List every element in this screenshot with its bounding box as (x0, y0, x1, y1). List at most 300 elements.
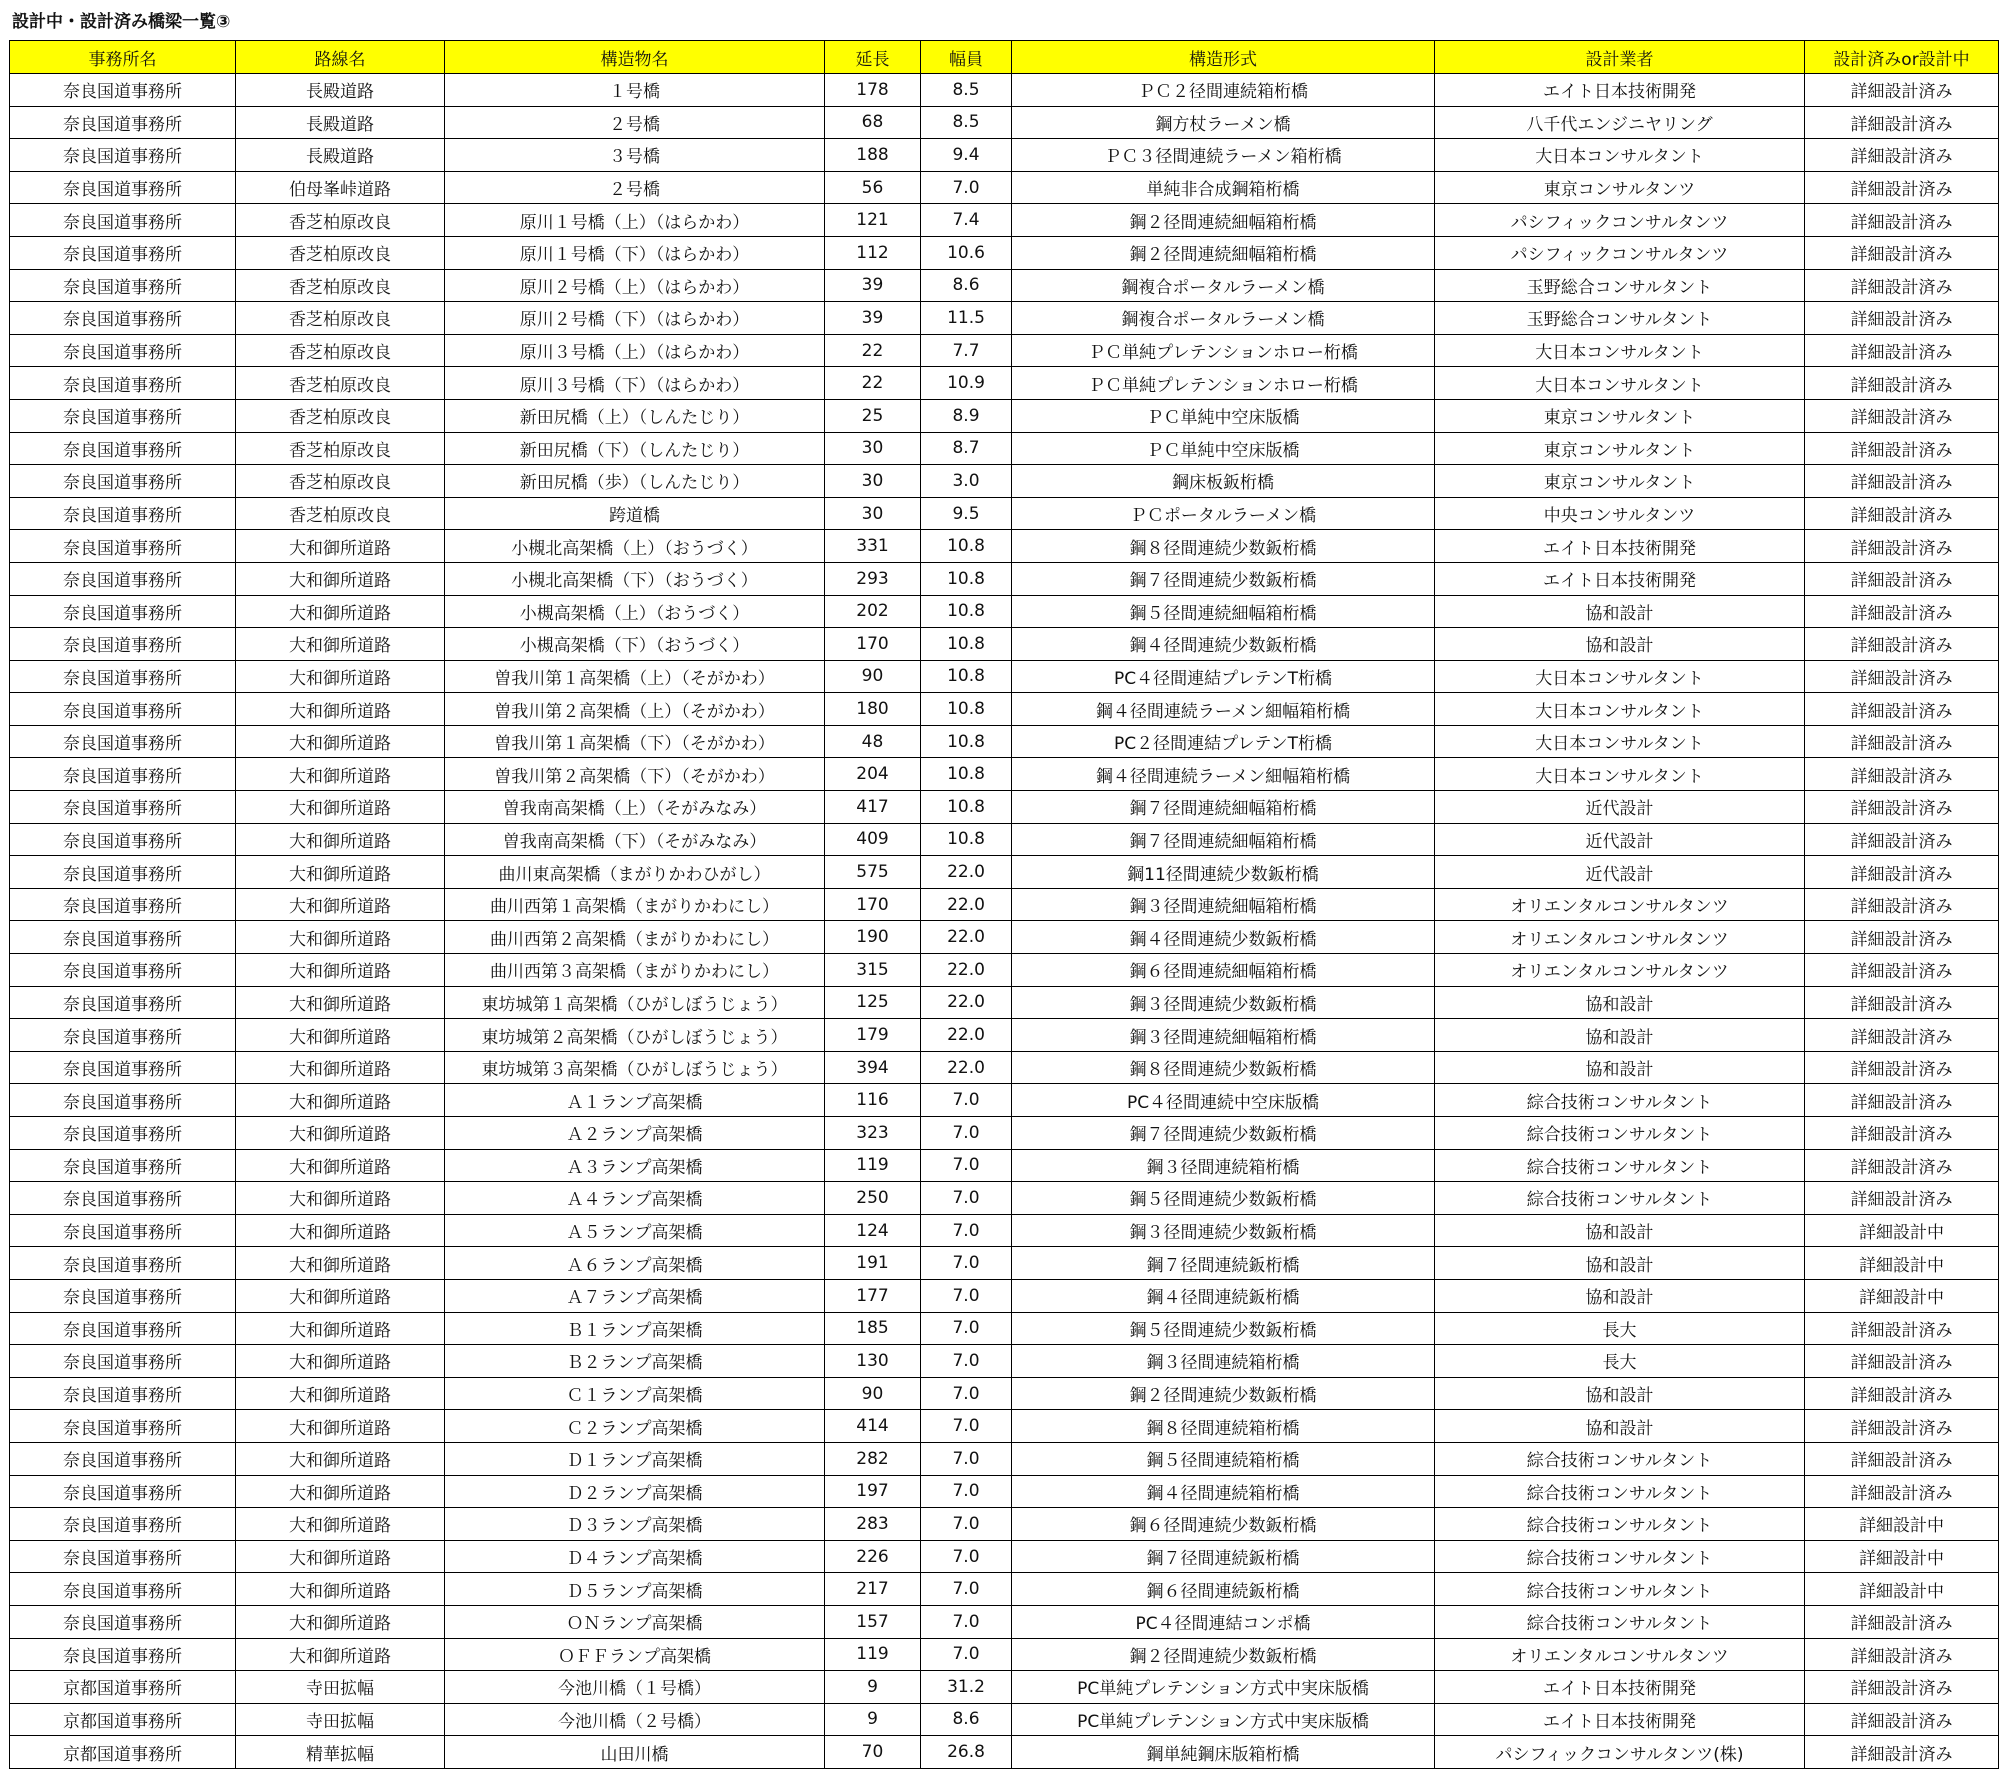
cell-length: 191 (825, 1247, 921, 1280)
cell-route: 伯母峯峠道路 (236, 171, 445, 204)
cell-structure-type: 鋼床板鈑桁橋 (1012, 465, 1435, 498)
page-title: 設計中・設計済み橋梁一覧③ (12, 12, 231, 32)
cell-design-status: 詳細設計中 (1805, 1573, 1999, 1606)
cell-route: 寺田拡幅 (236, 1703, 445, 1736)
cell-length: 9 (825, 1671, 921, 1704)
cell-designer: 近代設計 (1435, 791, 1805, 824)
cell-length: 179 (825, 1019, 921, 1052)
cell-designer: エイト日本技術開発 (1435, 530, 1805, 563)
cell-design-status: 詳細設計済み (1805, 432, 1999, 465)
cell-structure-name: ２号橋 (445, 106, 825, 139)
cell-structure-type: ＰＣ単純プレテンションホロー桁橋 (1012, 367, 1435, 400)
cell-route: 香芝柏原改良 (236, 204, 445, 237)
cell-structure-type: PC４径間連結コンポ橋 (1012, 1605, 1435, 1638)
cell-structure-type: 鋼８径間連続箱桁橋 (1012, 1410, 1435, 1443)
cell-office: 奈良国道事務所 (10, 1149, 236, 1182)
cell-designer: パシフィックコンサルタンツ (1435, 236, 1805, 269)
cell-office: 京都国道事務所 (10, 1736, 236, 1769)
cell-length: 177 (825, 1279, 921, 1312)
cell-structure-name: 今池川橋（２号橋） (445, 1703, 825, 1736)
cell-design-status: 詳細設計済み (1805, 1019, 1999, 1052)
cell-structure-type: 鋼５径間連続少数鈑桁橋 (1012, 1182, 1435, 1215)
cell-structure-type: 単純非合成鋼箱桁橋 (1012, 171, 1435, 204)
cell-width: 22.0 (921, 888, 1012, 921)
cell-designer: エイト日本技術開発 (1435, 1671, 1805, 1704)
cell-office: 奈良国道事務所 (10, 432, 236, 465)
cell-design-status: 詳細設計済み (1805, 660, 1999, 693)
cell-designer: 協和設計 (1435, 1410, 1805, 1443)
cell-structure-name: 曲川西第１高架橋（まがりかわにし） (445, 888, 825, 921)
cell-office: 奈良国道事務所 (10, 530, 236, 563)
cell-structure-name: 新田尻橋（下）（しんたじり） (445, 432, 825, 465)
table-body (10, 74, 1999, 1769)
cell-width: 7.0 (921, 1149, 1012, 1182)
cell-route: 大和御所道路 (236, 1051, 445, 1084)
cell-route: 大和御所道路 (236, 791, 445, 824)
column-header-structure-name: 構造物名 (445, 41, 825, 74)
table-row (10, 1540, 1999, 1573)
cell-office: 奈良国道事務所 (10, 758, 236, 791)
cell-route: 大和御所道路 (236, 1345, 445, 1378)
cell-office: 奈良国道事務所 (10, 1019, 236, 1052)
table-row (10, 1508, 1999, 1541)
cell-office: 奈良国道事務所 (10, 823, 236, 856)
cell-width: 7.0 (921, 1540, 1012, 1573)
cell-design-status: 詳細設計済み (1805, 628, 1999, 661)
cell-structure-type: 鋼４径間連続箱桁橋 (1012, 1475, 1435, 1508)
table-header (10, 41, 1999, 74)
cell-office: 奈良国道事務所 (10, 888, 236, 921)
cell-structure-name: Ｄ４ランプ高架橋 (445, 1540, 825, 1573)
cell-design-status: 詳細設計済み (1805, 465, 1999, 498)
table-row (10, 1345, 1999, 1378)
cell-width: 8.5 (921, 74, 1012, 107)
cell-design-status: 詳細設計済み (1805, 302, 1999, 335)
cell-route: 大和御所道路 (236, 1508, 445, 1541)
table-row (10, 334, 1999, 367)
cell-route: 大和御所道路 (236, 1638, 445, 1671)
cell-office: 奈良国道事務所 (10, 1051, 236, 1084)
cell-structure-name: 曽我南高架橋（下）（そがみなみ） (445, 823, 825, 856)
cell-office: 奈良国道事務所 (10, 1475, 236, 1508)
cell-design-status: 詳細設計済み (1805, 1736, 1999, 1769)
cell-structure-name: ＯＮランプ高架橋 (445, 1605, 825, 1638)
cell-width: 7.0 (921, 1573, 1012, 1606)
cell-length: 180 (825, 693, 921, 726)
table-row (10, 1214, 1999, 1247)
table-row (10, 465, 1999, 498)
cell-structure-name: Ｄ２ランプ高架橋 (445, 1475, 825, 1508)
cell-structure-type: ＰＣ単純中空床版橋 (1012, 432, 1435, 465)
cell-office: 奈良国道事務所 (10, 399, 236, 432)
cell-structure-type: 鋼４径間連続鈑桁橋 (1012, 1279, 1435, 1312)
cell-length: 125 (825, 986, 921, 1019)
cell-length: 30 (825, 465, 921, 498)
cell-structure-type: ＰＣ３径間連続ラーメン箱桁橋 (1012, 139, 1435, 172)
cell-designer: 長大 (1435, 1312, 1805, 1345)
cell-route: 大和御所道路 (236, 1247, 445, 1280)
cell-office: 奈良国道事務所 (10, 1084, 236, 1117)
cell-length: 116 (825, 1084, 921, 1117)
cell-design-status: 詳細設計済み (1805, 1638, 1999, 1671)
cell-length: 119 (825, 1149, 921, 1182)
cell-route: 香芝柏原改良 (236, 497, 445, 530)
cell-designer: オリエンタルコンサルタンツ (1435, 921, 1805, 954)
cell-route: 大和御所道路 (236, 1312, 445, 1345)
column-header-designer: 設計業者 (1435, 41, 1805, 74)
table-row (10, 236, 1999, 269)
cell-design-status: 詳細設計済み (1805, 725, 1999, 758)
table-row (10, 1736, 1999, 1769)
table-row (10, 1605, 1999, 1638)
cell-width: 31.2 (921, 1671, 1012, 1704)
cell-design-status: 詳細設計中 (1805, 1540, 1999, 1573)
cell-structure-name: 小槻高架橋（上）（おうづく） (445, 595, 825, 628)
cell-design-status: 詳細設計済み (1805, 204, 1999, 237)
cell-width: 8.6 (921, 269, 1012, 302)
cell-designer: エイト日本技術開発 (1435, 74, 1805, 107)
cell-office: 奈良国道事務所 (10, 465, 236, 498)
cell-route: 大和御所道路 (236, 856, 445, 889)
cell-structure-type: 鋼３径間連続少数鈑桁橋 (1012, 1214, 1435, 1247)
cell-designer: 協和設計 (1435, 595, 1805, 628)
table-row (10, 1703, 1999, 1736)
cell-design-status: 詳細設計済み (1805, 1051, 1999, 1084)
cell-length: 90 (825, 1377, 921, 1410)
cell-route: 精華拡幅 (236, 1736, 445, 1769)
cell-office: 京都国道事務所 (10, 1671, 236, 1704)
cell-width: 7.0 (921, 171, 1012, 204)
cell-designer: 綜合技術コンサルタント (1435, 1475, 1805, 1508)
cell-office: 奈良国道事務所 (10, 1410, 236, 1443)
cell-design-status: 詳細設計済み (1805, 367, 1999, 400)
cell-width: 7.0 (921, 1312, 1012, 1345)
cell-design-status: 詳細設計済み (1805, 1377, 1999, 1410)
table-row (10, 921, 1999, 954)
cell-route: 大和御所道路 (236, 1084, 445, 1117)
cell-length: 178 (825, 74, 921, 107)
table-row (10, 1312, 1999, 1345)
cell-design-status: 詳細設計済み (1805, 856, 1999, 889)
cell-length: 39 (825, 302, 921, 335)
cell-width: 7.0 (921, 1508, 1012, 1541)
table-row (10, 1573, 1999, 1606)
column-header-width: 幅員 (921, 41, 1012, 74)
cell-structure-type: 鋼２径間連続少数鈑桁橋 (1012, 1638, 1435, 1671)
cell-structure-type: 鋼４径間連続ラーメン細幅箱桁橋 (1012, 758, 1435, 791)
cell-structure-type: 鋼６径間連続少数鈑桁橋 (1012, 1508, 1435, 1541)
cell-width: 22.0 (921, 856, 1012, 889)
cell-width: 7.7 (921, 334, 1012, 367)
cell-designer: 綜合技術コンサルタント (1435, 1084, 1805, 1117)
cell-designer: 大日本コンサルタント (1435, 367, 1805, 400)
cell-structure-type: 鋼方杖ラーメン橋 (1012, 106, 1435, 139)
cell-designer: 東京コンサルタンツ (1435, 171, 1805, 204)
cell-width: 8.5 (921, 106, 1012, 139)
cell-route: 大和御所道路 (236, 986, 445, 1019)
cell-design-status: 詳細設計済み (1805, 1703, 1999, 1736)
cell-structure-name: 東坊城第２高架橋（ひがしぼうじょう） (445, 1019, 825, 1052)
table-row (10, 399, 1999, 432)
cell-length: 217 (825, 1573, 921, 1606)
table-row (10, 725, 1999, 758)
table-row (10, 530, 1999, 563)
cell-width: 7.0 (921, 1410, 1012, 1443)
cell-structure-name: Ｄ１ランプ高架橋 (445, 1442, 825, 1475)
cell-length: 121 (825, 204, 921, 237)
cell-route: 大和御所道路 (236, 758, 445, 791)
cell-structure-name: ＯＦＦランプ高架橋 (445, 1638, 825, 1671)
cell-designer: 綜合技術コンサルタント (1435, 1540, 1805, 1573)
table-row (10, 171, 1999, 204)
cell-design-status: 詳細設計済み (1805, 1410, 1999, 1443)
cell-structure-name: Ｃ１ランプ高架橋 (445, 1377, 825, 1410)
table-row (10, 954, 1999, 987)
cell-route: 大和御所道路 (236, 1182, 445, 1215)
table-row (10, 74, 1999, 107)
cell-structure-type: PC単純プレテンション方式中実床版橋 (1012, 1703, 1435, 1736)
cell-designer: 綜合技術コンサルタント (1435, 1508, 1805, 1541)
cell-office: 奈良国道事務所 (10, 1638, 236, 1671)
table-row (10, 1377, 1999, 1410)
cell-structure-name: 小槻北高架橋（上）（おうづく） (445, 530, 825, 563)
cell-length: 202 (825, 595, 921, 628)
cell-route: 大和御所道路 (236, 1475, 445, 1508)
cell-width: 8.7 (921, 432, 1012, 465)
table-row (10, 139, 1999, 172)
cell-width: 11.5 (921, 302, 1012, 335)
cell-structure-type: PC２径間連結プレテンT桁橋 (1012, 725, 1435, 758)
cell-structure-name: 原川３号橋（上）（はらかわ） (445, 334, 825, 367)
cell-design-status: 詳細設計済み (1805, 693, 1999, 726)
table-row (10, 888, 1999, 921)
cell-designer: 近代設計 (1435, 856, 1805, 889)
cell-design-status: 詳細設計済み (1805, 1671, 1999, 1704)
table-row (10, 823, 1999, 856)
cell-design-status: 詳細設計済み (1805, 497, 1999, 530)
cell-route: 大和御所道路 (236, 693, 445, 726)
cell-route: 香芝柏原改良 (236, 432, 445, 465)
cell-structure-name: 曲川西第２高架橋（まがりかわにし） (445, 921, 825, 954)
cell-designer: 協和設計 (1435, 1279, 1805, 1312)
cell-structure-type: 鋼複合ポータルラーメン橋 (1012, 269, 1435, 302)
cell-width: 22.0 (921, 1051, 1012, 1084)
cell-structure-name: 新田尻橋（歩）（しんたじり） (445, 465, 825, 498)
cell-design-status: 詳細設計済み (1805, 1149, 1999, 1182)
cell-length: 315 (825, 954, 921, 987)
table-row (10, 1051, 1999, 1084)
table-row (10, 1410, 1999, 1443)
cell-office: 奈良国道事務所 (10, 791, 236, 824)
cell-width: 10.8 (921, 693, 1012, 726)
cell-structure-type: 鋼６径間連続細幅箱桁橋 (1012, 954, 1435, 987)
cell-office: 奈良国道事務所 (10, 1214, 236, 1247)
bridge-list-table (9, 40, 1999, 1769)
cell-route: 大和御所道路 (236, 1605, 445, 1638)
cell-length: 25 (825, 399, 921, 432)
cell-length: 394 (825, 1051, 921, 1084)
cell-route: 大和御所道路 (236, 562, 445, 595)
cell-designer: パシフィックコンサルタンツ(株) (1435, 1736, 1805, 1769)
cell-structure-name: Ｂ１ランプ高架橋 (445, 1312, 825, 1345)
table-row (10, 1084, 1999, 1117)
cell-route: 香芝柏原改良 (236, 334, 445, 367)
cell-width: 10.6 (921, 236, 1012, 269)
cell-office: 奈良国道事務所 (10, 1117, 236, 1150)
cell-length: 409 (825, 823, 921, 856)
cell-width: 8.6 (921, 1703, 1012, 1736)
cell-structure-type: 鋼２径間連続細幅箱桁橋 (1012, 236, 1435, 269)
cell-designer: オリエンタルコンサルタンツ (1435, 954, 1805, 987)
cell-width: 7.0 (921, 1638, 1012, 1671)
cell-office: 奈良国道事務所 (10, 139, 236, 172)
cell-structure-name: 原川１号橋（下）（はらかわ） (445, 236, 825, 269)
table-row (10, 758, 1999, 791)
cell-office: 奈良国道事務所 (10, 1312, 236, 1345)
cell-office: 奈良国道事務所 (10, 106, 236, 139)
cell-route: 長殿道路 (236, 106, 445, 139)
cell-office: 奈良国道事務所 (10, 497, 236, 530)
table-row (10, 693, 1999, 726)
cell-office: 奈良国道事務所 (10, 1573, 236, 1606)
cell-structure-name: 曽我川第１高架橋（下）（そがかわ） (445, 725, 825, 758)
cell-office: 奈良国道事務所 (10, 1279, 236, 1312)
cell-structure-name: 曽我南高架橋（上）（そがみなみ） (445, 791, 825, 824)
column-header-office: 事務所名 (10, 41, 236, 74)
column-header-design-status: 設計済みor設計中 (1805, 41, 1999, 74)
cell-length: 112 (825, 236, 921, 269)
cell-width: 10.8 (921, 530, 1012, 563)
cell-designer: 綜合技術コンサルタント (1435, 1605, 1805, 1638)
cell-length: 22 (825, 334, 921, 367)
cell-route: 大和御所道路 (236, 660, 445, 693)
cell-structure-name: Ｂ２ランプ高架橋 (445, 1345, 825, 1378)
cell-length: 282 (825, 1442, 921, 1475)
cell-length: 39 (825, 269, 921, 302)
cell-structure-type: 鋼３径間連続箱桁橋 (1012, 1345, 1435, 1378)
cell-design-status: 詳細設計済み (1805, 530, 1999, 563)
table-row (10, 1279, 1999, 1312)
cell-structure-name: ３号橋 (445, 139, 825, 172)
cell-design-status: 詳細設計済み (1805, 954, 1999, 987)
cell-route: 大和御所道路 (236, 1214, 445, 1247)
cell-width: 10.8 (921, 791, 1012, 824)
cell-design-status: 詳細設計済み (1805, 1345, 1999, 1378)
cell-designer: 八千代エンジニヤリング (1435, 106, 1805, 139)
cell-length: 575 (825, 856, 921, 889)
cell-design-status: 詳細設計済み (1805, 1312, 1999, 1345)
cell-office: 奈良国道事務所 (10, 334, 236, 367)
cell-office: 奈良国道事務所 (10, 954, 236, 987)
cell-width: 3.0 (921, 465, 1012, 498)
cell-route: 寺田拡幅 (236, 1671, 445, 1704)
cell-structure-type: 鋼２径間連続細幅箱桁橋 (1012, 204, 1435, 237)
cell-structure-type: 鋼３径間連続少数鈑桁橋 (1012, 986, 1435, 1019)
cell-designer: パシフィックコンサルタンツ (1435, 204, 1805, 237)
cell-route: 大和御所道路 (236, 725, 445, 758)
cell-office: 奈良国道事務所 (10, 1182, 236, 1215)
cell-design-status: 詳細設計済み (1805, 1084, 1999, 1117)
cell-designer: 長大 (1435, 1345, 1805, 1378)
cell-length: 323 (825, 1117, 921, 1150)
cell-design-status: 詳細設計中 (1805, 1508, 1999, 1541)
cell-structure-type: 鋼４径間連続少数鈑桁橋 (1012, 628, 1435, 661)
cell-designer: 大日本コンサルタント (1435, 139, 1805, 172)
cell-structure-type: 鋼８径間連続少数鈑桁橋 (1012, 530, 1435, 563)
cell-structure-name: 小槻北高架橋（下）（おうづく） (445, 562, 825, 595)
cell-route: 香芝柏原改良 (236, 367, 445, 400)
cell-length: 190 (825, 921, 921, 954)
cell-width: 7.0 (921, 1605, 1012, 1638)
cell-length: 70 (825, 1736, 921, 1769)
cell-width: 8.9 (921, 399, 1012, 432)
cell-structure-type: 鋼７径間連続鈑桁橋 (1012, 1247, 1435, 1280)
cell-designer: 大日本コンサルタント (1435, 660, 1805, 693)
cell-route: 大和御所道路 (236, 1117, 445, 1150)
cell-length: 130 (825, 1345, 921, 1378)
cell-structure-name: Ａ４ランプ高架橋 (445, 1182, 825, 1215)
cell-route: 大和御所道路 (236, 921, 445, 954)
cell-design-status: 詳細設計済み (1805, 986, 1999, 1019)
table-row (10, 628, 1999, 661)
cell-design-status: 詳細設計済み (1805, 74, 1999, 107)
column-header-route: 路線名 (236, 41, 445, 74)
cell-office: 奈良国道事務所 (10, 628, 236, 661)
cell-design-status: 詳細設計済み (1805, 562, 1999, 595)
cell-design-status: 詳細設計済み (1805, 269, 1999, 302)
cell-width: 9.4 (921, 139, 1012, 172)
cell-length: 30 (825, 497, 921, 530)
cell-designer: 綜合技術コンサルタント (1435, 1149, 1805, 1182)
cell-structure-type: 鋼３径間連続細幅箱桁橋 (1012, 888, 1435, 921)
cell-route: 大和御所道路 (236, 1377, 445, 1410)
cell-design-status: 詳細設計済み (1805, 921, 1999, 954)
cell-route: 大和御所道路 (236, 1279, 445, 1312)
cell-route: 大和御所道路 (236, 1019, 445, 1052)
cell-route: 香芝柏原改良 (236, 269, 445, 302)
cell-route: 香芝柏原改良 (236, 465, 445, 498)
cell-width: 10.8 (921, 595, 1012, 628)
cell-width: 22.0 (921, 986, 1012, 1019)
cell-structure-type: ＰＣポータルラーメン橋 (1012, 497, 1435, 530)
cell-route: 大和御所道路 (236, 1540, 445, 1573)
cell-length: 48 (825, 725, 921, 758)
cell-office: 京都国道事務所 (10, 1703, 236, 1736)
cell-structure-name: 原川２号橋（下）（はらかわ） (445, 302, 825, 335)
table-row (10, 1149, 1999, 1182)
cell-length: 9 (825, 1703, 921, 1736)
cell-office: 奈良国道事務所 (10, 1508, 236, 1541)
cell-office: 奈良国道事務所 (10, 562, 236, 595)
cell-structure-name: 曽我川第２高架橋（下）（そがかわ） (445, 758, 825, 791)
table-row (10, 204, 1999, 237)
table-row (10, 497, 1999, 530)
cell-structure-type: 鋼８径間連続少数鈑桁橋 (1012, 1051, 1435, 1084)
cell-width: 7.0 (921, 1279, 1012, 1312)
table-row (10, 986, 1999, 1019)
cell-designer: 協和設計 (1435, 628, 1805, 661)
cell-width: 7.0 (921, 1182, 1012, 1215)
cell-structure-type: 鋼６径間連続鈑桁橋 (1012, 1573, 1435, 1606)
cell-width: 7.0 (921, 1442, 1012, 1475)
cell-office: 奈良国道事務所 (10, 302, 236, 335)
cell-structure-name: 曽我川第１高架橋（上）（そがかわ） (445, 660, 825, 693)
table-row (10, 856, 1999, 889)
cell-structure-type: ＰＣ単純プレテンションホロー桁橋 (1012, 334, 1435, 367)
cell-design-status: 詳細設計済み (1805, 888, 1999, 921)
cell-route: 大和御所道路 (236, 1442, 445, 1475)
cell-structure-type: 鋼５径間連続箱桁橋 (1012, 1442, 1435, 1475)
